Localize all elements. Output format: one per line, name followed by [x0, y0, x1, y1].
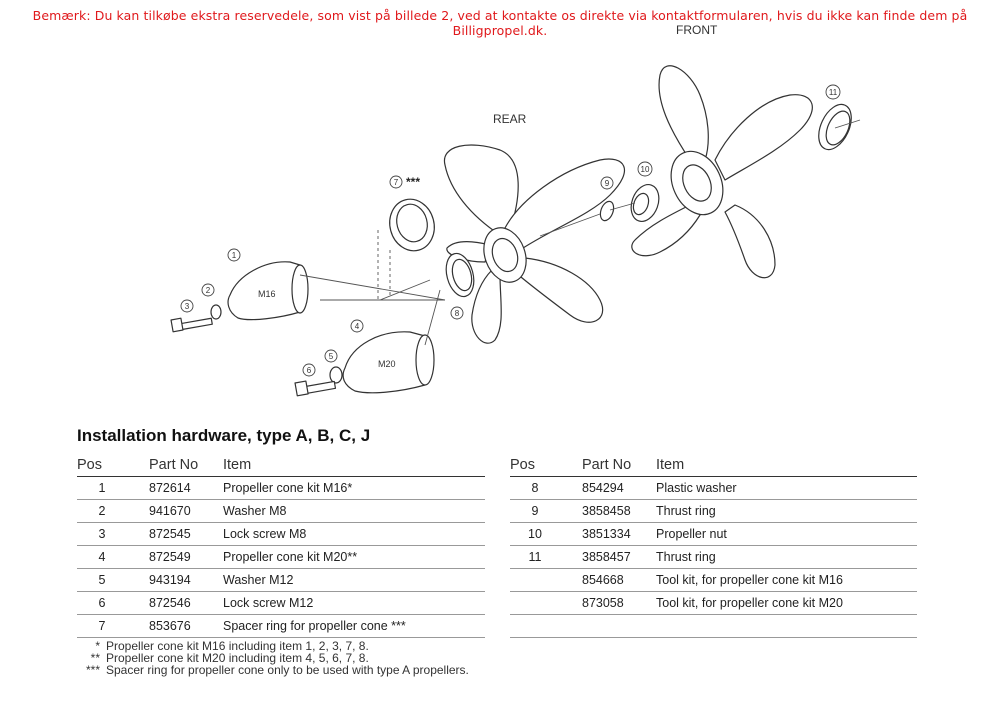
col-part-no: Part No	[149, 454, 223, 477]
cell-part-no: 854294	[582, 477, 656, 500]
cell-part-no: 853676	[149, 615, 223, 638]
footnote-text: Propeller cone kit M20 including item 4, 5, 6, 7, 8.	[106, 651, 369, 665]
cell-pos	[510, 592, 582, 615]
cell-item: Spacer ring for propeller cone ***	[223, 615, 485, 638]
washer-m12	[330, 367, 342, 383]
col-part-no: Part No	[582, 454, 656, 477]
callout-3-text: 3	[184, 302, 190, 311]
table-row	[77, 500, 485, 523]
footnote-mark: *	[95, 639, 100, 653]
callout-11-text: 11	[828, 88, 838, 97]
cell-part-no: 872549	[149, 546, 223, 569]
callout-2-text: 2	[205, 286, 211, 295]
cell-item: Lock screw M8	[223, 523, 485, 546]
parts-table-right	[510, 454, 917, 638]
cell-part-no	[582, 615, 656, 638]
cell-pos: 7	[77, 615, 149, 638]
cell-part-no: 872614	[149, 477, 223, 500]
spacer-ring-7	[384, 194, 440, 256]
cell-item: Lock screw M12	[223, 592, 485, 615]
callout-4-text: 4	[354, 322, 360, 331]
callout-1-text: 1	[231, 251, 237, 260]
col-pos: Pos	[510, 454, 582, 477]
cell-item: Plastic washer	[656, 477, 917, 500]
callout-9-text: 9	[604, 179, 610, 188]
table-row	[510, 546, 917, 569]
cell-pos: 9	[510, 500, 582, 523]
section-heading: Installation hardware, type A, B, C, J	[77, 426, 371, 445]
table-row	[77, 615, 485, 638]
col-item: Item	[656, 454, 917, 477]
cell-pos: 4	[77, 546, 149, 569]
front-label: FRONT	[676, 23, 718, 37]
cell-part-no: 941670	[149, 500, 223, 523]
callout-6-text: 6	[306, 366, 312, 375]
footnote-text: Spacer ring for propeller cone only to be used with type A propellers.	[106, 663, 469, 677]
callout-5-text: 5	[328, 352, 334, 361]
footnote	[78, 664, 469, 676]
table-row	[510, 477, 917, 500]
col-pos: Pos	[77, 454, 149, 477]
cell-item	[656, 615, 917, 638]
rear-label: REAR	[493, 112, 527, 126]
spacer-marker: ***	[406, 175, 421, 189]
table-row	[510, 500, 917, 523]
cell-part-no: 873058	[582, 592, 656, 615]
table-row	[77, 592, 485, 615]
footnote-mark: ***	[85, 663, 100, 677]
table-row	[77, 477, 485, 500]
cell-pos: 10	[510, 523, 582, 546]
cell-pos	[510, 569, 582, 592]
col-item: Item	[223, 454, 485, 477]
cell-pos: 8	[510, 477, 582, 500]
table-row	[510, 615, 917, 638]
table-row	[510, 592, 917, 615]
footnote-text: Propeller cone kit M16 including item 1, 2, 3, 7, 8.	[106, 639, 369, 653]
cone-m16-label: M16	[258, 289, 276, 299]
cell-pos	[510, 615, 582, 638]
cell-item: Propeller cone kit M16*	[223, 477, 485, 500]
cell-pos: 3	[77, 523, 149, 546]
parts-table-left	[77, 454, 485, 638]
front-propeller	[632, 66, 813, 278]
table-header-row	[77, 454, 485, 477]
cell-pos: 2	[77, 500, 149, 523]
callout-10-text: 10	[640, 165, 650, 174]
table-row	[510, 523, 917, 546]
table-row	[77, 546, 485, 569]
lock-screw-m12	[295, 381, 335, 396]
table-row	[510, 569, 917, 592]
cell-pos: 1	[77, 477, 149, 500]
lock-screw-m8	[171, 318, 212, 332]
cell-part-no: 872545	[149, 523, 223, 546]
cone-m20-label: M20	[378, 359, 396, 369]
cell-pos: 6	[77, 592, 149, 615]
cell-pos: 11	[510, 546, 582, 569]
table-header-row	[510, 454, 917, 477]
cell-pos: 5	[77, 569, 149, 592]
cell-item: Propeller cone kit M20**	[223, 546, 485, 569]
table-row	[77, 569, 485, 592]
cell-part-no: 943194	[149, 569, 223, 592]
cell-part-no: 3858458	[582, 500, 656, 523]
cell-item: Propeller nut	[656, 523, 917, 546]
cell-item: Tool kit, for propeller cone kit M16	[656, 569, 917, 592]
cell-part-no: 3858457	[582, 546, 656, 569]
thrust-ring-11	[812, 99, 858, 154]
notice-text: Bemærk: Du kan tilkøbe ekstra reservedele, som vist på billede 2, ved at kontakte os direkte via kontaktformularen, hvis du ikke kan finde dem på Billigpropel.dk.	[32, 8, 968, 38]
callout-7-text: 7	[393, 178, 399, 187]
rear-propeller	[444, 145, 624, 343]
cell-item: Thrust ring	[656, 500, 917, 523]
cell-part-no: 854668	[582, 569, 656, 592]
footnote-mark: **	[90, 651, 100, 665]
cell-item: Thrust ring	[656, 546, 917, 569]
washer-m8	[211, 305, 221, 319]
callout-8-text: 8	[454, 309, 460, 318]
cell-item: Tool kit, for propeller cone kit M20	[656, 592, 917, 615]
propeller-nut-10	[626, 181, 663, 226]
cell-item: Washer M12	[223, 569, 485, 592]
table-row	[77, 523, 485, 546]
cell-item: Washer M8	[223, 500, 485, 523]
cell-part-no: 872546	[149, 592, 223, 615]
footnotes	[78, 640, 469, 676]
cell-part-no: 3851334	[582, 523, 656, 546]
